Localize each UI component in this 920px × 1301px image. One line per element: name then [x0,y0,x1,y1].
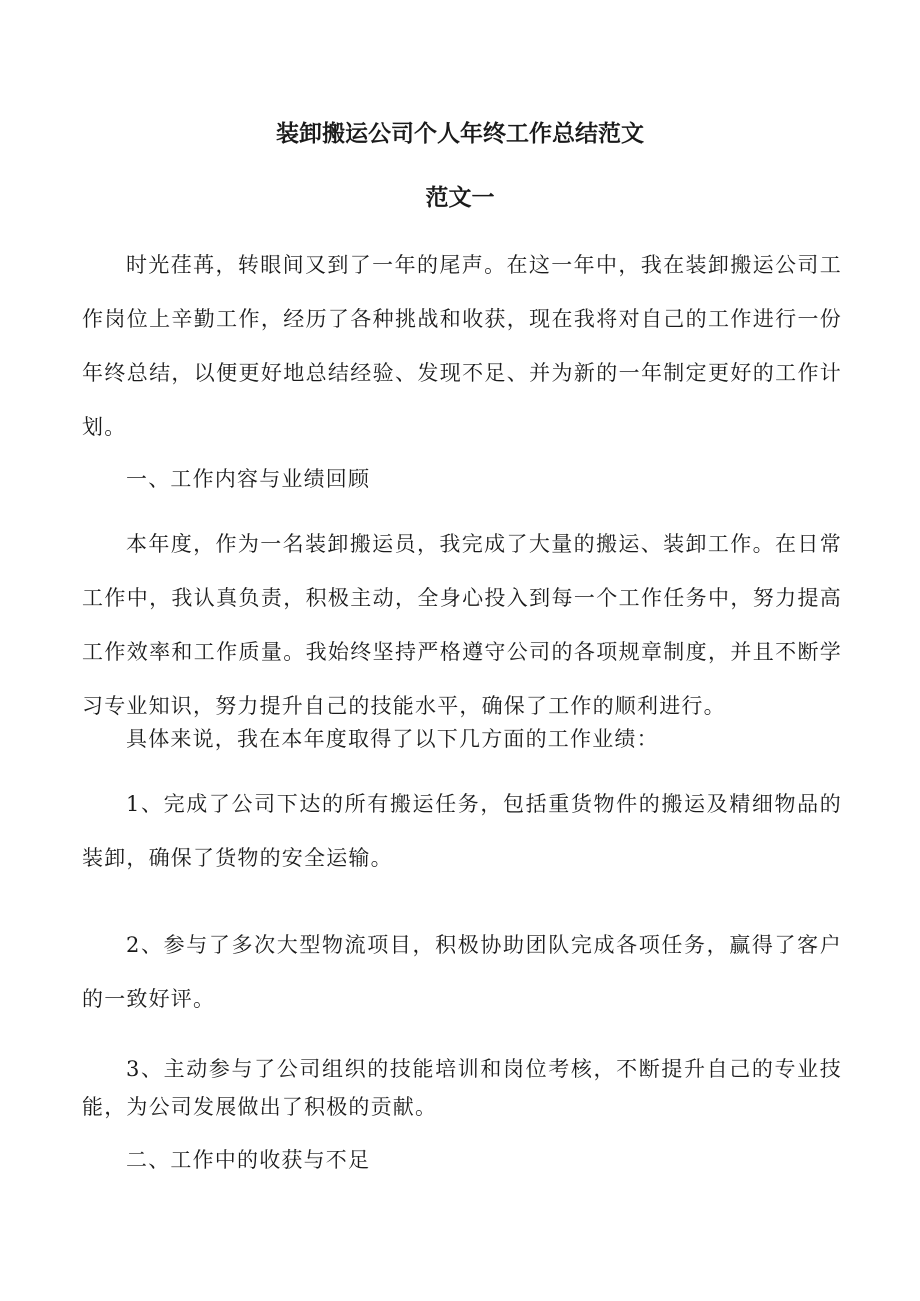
work-review-paragraph: 本年度，作为一名装卸搬运员，我完成了大量的搬运、装卸工作。在日常工作中，我认真负责，积极主动，全身心投入到每一个工作任务中，努力提高工作效率和工作质量。我始终坚持严格遵守公司的各项规章制度，并且不断学习专业知识，努力提升自己的技能水平，确保了工作的顺利进行。 [82,532,842,718]
document-title: 装卸搬运公司个人年终工作总结范文 [276,121,644,147]
achievement-item-3: 3、主动参与了公司组织的技能培训和岗位考核，不断提升自己的专业技能，为公司发展做出了积极的贡献。 [82,1057,842,1119]
intro-paragraph: 时光荏苒，转眼间又到了一年的尾声。在这一年中，我在装卸搬运公司工作岗位上辛勤工作，经历了各种挑战和收获，现在我将对自己的工作进行一份年终总结，以便更好地总结经验、发现不足、并为新的一年制定更好的工作计划。 [82,253,842,439]
document-subtitle: 范文一 [425,185,495,211]
section-heading-2: 二、工作中的收获与不足 [126,1148,371,1172]
achievement-item-1: 1、完成了公司下达的所有搬运任务，包括重货物件的搬运及精细物品的装卸，确保了货物的安全运输。 [82,792,842,870]
achievement-item-2: 2、参与了多次大型物流项目，积极协助团队完成各项任务，赢得了客户的一致好评。 [82,933,842,1011]
section-heading-1: 一、工作内容与业绩回顾 [126,467,371,491]
achievements-intro-paragraph: 具体来说，我在本年度取得了以下几方面的工作业绩： [126,727,659,751]
